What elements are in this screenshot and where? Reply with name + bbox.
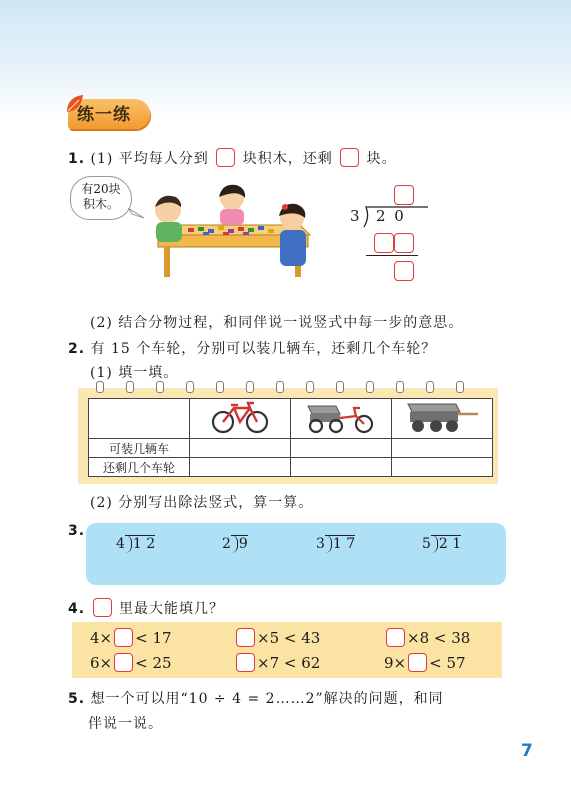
bicycle-icon <box>210 400 270 434</box>
row-label-remaining: 还剩几个车轮 <box>89 458 190 477</box>
table-corner-cell <box>89 399 190 439</box>
q4-text: 里最大能填几？ <box>118 601 224 617</box>
bicycle-header-cell <box>190 399 291 439</box>
page-number: 7 <box>521 741 533 761</box>
speech-text: 有20块积木。 <box>81 182 121 211</box>
inequality-left: 4× <box>90 629 113 647</box>
speech-bubble <box>70 176 132 220</box>
answer-cell[interactable] <box>392 439 493 458</box>
division-exercise <box>222 535 248 552</box>
inequality-right: < 17 <box>135 629 172 647</box>
answer-box[interactable] <box>236 628 255 647</box>
subtraction-line <box>366 255 418 256</box>
cart-icon <box>404 400 480 434</box>
divisor: 3 <box>316 536 325 552</box>
answer-cell[interactable] <box>291 439 392 458</box>
dividend: 2 0 <box>376 207 406 225</box>
inequality-left: 6× <box>90 654 113 672</box>
spiral-ring <box>96 381 104 393</box>
answer-cell[interactable] <box>291 458 392 477</box>
long-division-q1 <box>350 185 430 295</box>
answer-box[interactable] <box>216 148 235 167</box>
divisor: 2 <box>222 536 231 552</box>
spiral-ring <box>306 381 314 393</box>
inequality <box>234 628 320 647</box>
q1-part2: (2) 结合分物过程，和同伴说一说竖式中每一步的意思。 <box>90 315 464 331</box>
spiral-ring <box>246 381 254 393</box>
question-2-text <box>68 338 436 358</box>
tricycle-header-cell <box>291 399 392 439</box>
question-3-number: 3. <box>68 523 86 539</box>
spiral-ring <box>336 381 344 393</box>
question-4-text <box>68 598 224 618</box>
question-5-line-2: 伴说一说。 <box>88 716 163 732</box>
question-5-number: 5. <box>68 691 86 707</box>
q2-text: 有 15 个车轮，分别可以装几辆车，还剩几个车轮？ <box>90 341 437 357</box>
divisor: 5 <box>422 536 431 552</box>
notebook-panel <box>78 388 498 484</box>
inequality <box>234 653 320 672</box>
q1-part1-suffix: 块。 <box>366 151 397 167</box>
division-exercise <box>316 535 355 552</box>
spiral-ring <box>186 381 194 393</box>
inequality-panel <box>72 622 502 678</box>
inequality <box>384 653 466 672</box>
spiral-ring <box>126 381 134 393</box>
product-box-ones[interactable] <box>394 233 414 253</box>
product-box-tens[interactable] <box>374 233 394 253</box>
children-sharing-blocks-illustration <box>140 180 320 280</box>
inequality <box>90 628 172 647</box>
answer-box[interactable] <box>386 628 405 647</box>
division-exercise <box>116 535 155 552</box>
spiral-ring <box>426 381 434 393</box>
answer-cell[interactable] <box>190 439 291 458</box>
spiral-ring <box>396 381 404 393</box>
section-title: 练一练 <box>77 105 131 125</box>
answer-box[interactable] <box>408 653 427 672</box>
question-5-line-1 <box>68 688 444 708</box>
dividend: 2 1 <box>438 536 462 552</box>
question-4-number: 4. <box>68 601 86 617</box>
question-1-number: 1. <box>68 151 86 167</box>
inequality-left: 9× <box>384 654 407 672</box>
spiral-ring <box>366 381 374 393</box>
inequality-right: < 25 <box>135 654 172 672</box>
answer-box <box>93 598 112 617</box>
spiral-ring <box>456 381 464 393</box>
inequality-right: ×5 < 43 <box>257 629 321 647</box>
inequality-right: ×7 < 62 <box>257 654 321 672</box>
answer-cell[interactable] <box>392 458 493 477</box>
tricycle-icon <box>306 400 376 434</box>
inequality-right: ×8 < 38 <box>407 629 471 647</box>
answer-box[interactable] <box>340 148 359 167</box>
inequality-right: < 57 <box>429 654 466 672</box>
row-label-vehicles: 可装几辆车 <box>89 439 190 458</box>
spiral-ring <box>156 381 164 393</box>
q1-part1-prefix: (1) 平均每人分到 <box>90 151 209 167</box>
question-2-number: 2. <box>68 341 86 357</box>
division-exercise-panel <box>86 523 506 585</box>
inequality <box>384 628 470 647</box>
vehicle-table <box>88 398 493 477</box>
quotient-box[interactable] <box>394 185 414 205</box>
answer-box[interactable] <box>114 628 133 647</box>
dividend: 1 2 <box>132 536 156 552</box>
divisor: 4 <box>116 536 125 552</box>
q5-line1: 想一个可以用“10 ÷ 4 = 2……2”解决的问题，和同 <box>90 691 444 707</box>
q2-part1: (1) 填一填。 <box>90 365 179 381</box>
inequality <box>90 653 172 672</box>
spiral-ring <box>216 381 224 393</box>
remainder-box[interactable] <box>394 261 414 281</box>
answer-box[interactable] <box>236 653 255 672</box>
q2-part2: (2) 分别写出除法竖式，算一算。 <box>90 495 314 511</box>
answer-cell[interactable] <box>190 458 291 477</box>
dividend: 9 <box>238 536 248 552</box>
dividend: 1 7 <box>332 536 356 552</box>
cart-header-cell <box>392 399 493 439</box>
divisor: 3 <box>350 207 360 225</box>
division-exercise <box>422 535 461 552</box>
spiral-ring <box>276 381 284 393</box>
question-1-part-1 <box>68 148 397 168</box>
q1-part1-mid: 块积木，还剩 <box>242 151 333 167</box>
answer-box[interactable] <box>114 653 133 672</box>
